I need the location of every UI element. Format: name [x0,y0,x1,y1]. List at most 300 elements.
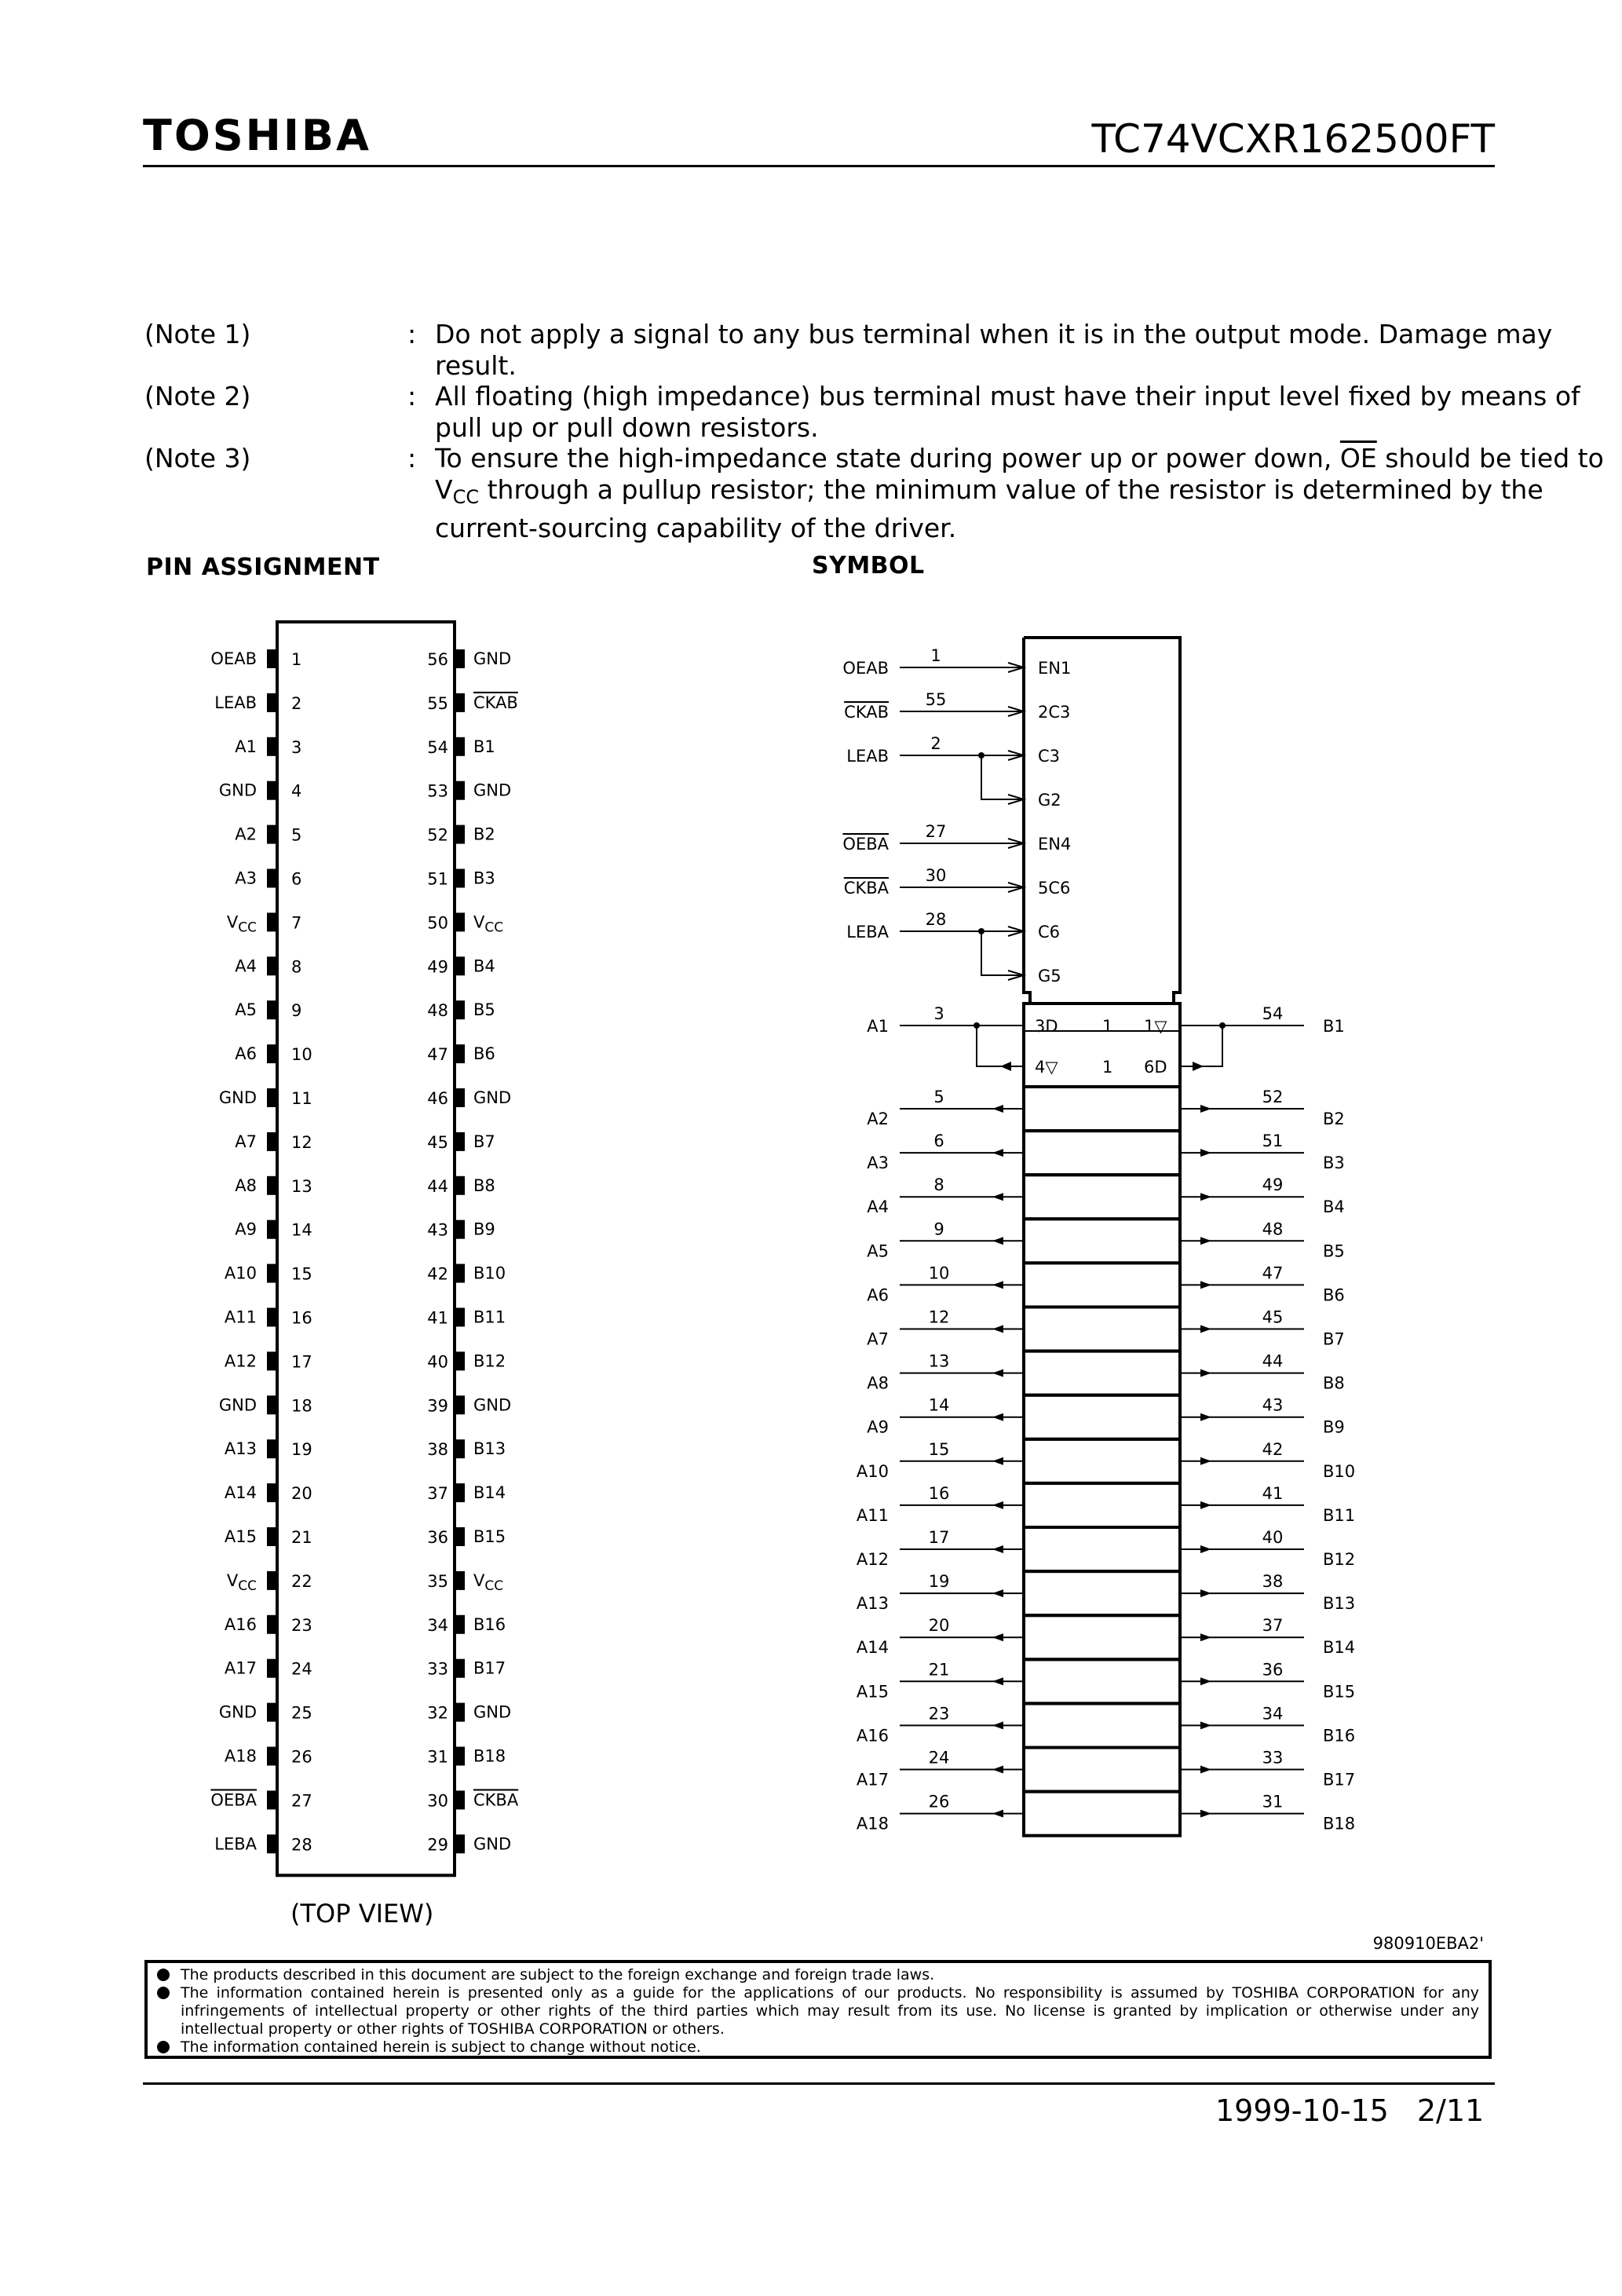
pin-marker-left [267,649,276,668]
pin-marker-right [456,1044,465,1063]
a-pin-number: 26 [928,1792,950,1812]
pin-name-right: B5 [473,1000,495,1020]
pin-name-right [473,912,503,935]
pin-name-left: A11 [224,1307,257,1327]
pin-number-right: 45 [427,1132,448,1152]
pin-number-right: 39 [427,1396,448,1416]
pin-name-left: GND [218,1702,257,1722]
pin-number-right: 51 [427,869,448,889]
b-pin-name: B18 [1323,1814,1356,1834]
pin-number-left: 2 [291,693,302,713]
pin-marker-left [267,1439,276,1458]
a-pin-number: 10 [928,1263,950,1283]
vcc-v: V [473,1570,485,1590]
b-pin-name: B4 [1323,1197,1345,1217]
vcc-v: V [226,912,239,932]
a-pin-number: 9 [933,1219,944,1239]
channel-cell [1024,1351,1180,1395]
oe-overline-text: $\overline{OE}$ [1339,443,1377,473]
b-pin-name: B1 [1323,1017,1345,1036]
pin-name-right: B18 [473,1746,506,1766]
notice-item [157,1966,1479,1984]
a-pin-name: A1 [867,1017,889,1036]
arrow-icon [992,1766,1003,1774]
b-pin-name: B7 [1323,1329,1345,1349]
pin-marker-right [456,912,465,931]
a-pin-name: A5 [867,1241,889,1261]
pin-name-left: LEBA [214,1834,257,1854]
arrow-icon [992,1281,1003,1289]
pin-number-right: 55 [427,693,448,713]
b-pin-number: 31 [1262,1792,1284,1812]
channel-cell [1024,1483,1180,1527]
control-label: EN4 [1038,835,1072,854]
pin-name-left: A15 [224,1527,257,1546]
logic-symbol-diagram [785,597,1622,1853]
pin-name-left: A8 [235,1175,257,1195]
b-pin-number: 40 [1262,1528,1284,1547]
pin-number-left: 6 [291,869,302,889]
b-pin-number: 52 [1262,1088,1284,1106]
pin-number-left: 3 [291,737,302,757]
arrow-icon [1200,1677,1211,1685]
pin-name-right: B6 [473,1044,495,1064]
a-pin-name: A6 [867,1285,889,1305]
pin-name-left: LEAB [214,693,257,712]
toshiba-logo: TOSHIBA [143,111,371,160]
notice-box [144,1960,1492,2059]
pin-name-right: B11 [473,1307,506,1327]
document-code: 980910EBA2' [1372,1934,1484,1953]
a-pin-number: 3 [933,1004,944,1023]
pin-number-left: 21 [291,1528,312,1547]
arrow-icon [1200,1237,1211,1245]
pin-number-left: 24 [291,1659,312,1679]
pin-number-left: 26 [291,1747,312,1767]
pin-marker-left [267,1044,276,1063]
control-input-name: OEBA [842,835,889,854]
latch-enable-branch [981,931,1024,975]
pin-number-right: 47 [427,1045,448,1065]
pin-marker-left [267,693,276,712]
pin-number-right: 30 [427,1791,448,1811]
arrow-icon [1200,1457,1211,1465]
pin-number-left: 12 [291,1132,312,1152]
pin-name-right: B7 [473,1132,495,1151]
b-pin-number: 34 [1262,1704,1284,1724]
vcc-v: V [473,912,485,932]
pin-name-right: GND [473,1395,512,1415]
pin-name-left: A14 [224,1483,257,1503]
pin-marker-right [456,1659,465,1678]
pin-number-right: 52 [427,825,448,845]
b-pin-name: B17 [1323,1770,1356,1790]
pin-name-left: GND [218,1088,257,1107]
pin-marker-right [456,1747,465,1766]
pin-name-right: CKBA [473,1790,519,1810]
pin-number-left: 23 [291,1615,312,1635]
channel-cell [1024,1263,1180,1307]
pin-number-right: 43 [427,1220,448,1240]
pin-number-right: 31 [427,1747,448,1767]
pin-number-left: 17 [291,1352,312,1372]
pin-number-left: 11 [291,1089,312,1108]
pin-number-left: 28 [291,1835,312,1855]
control-pin-number: 27 [925,822,947,841]
arrow-icon [992,1237,1003,1245]
pin-marker-right [456,1439,465,1458]
pin-marker-right [456,737,465,756]
pin-number-left: 16 [291,1308,312,1328]
pin-name-left: A12 [224,1351,257,1371]
pin-name-left: A9 [235,1219,257,1239]
pin-number-right: 37 [427,1484,448,1504]
pin-marker-right [456,869,465,888]
pin-number-left: 25 [291,1703,312,1723]
pin-number-right: 38 [427,1440,448,1460]
b-pin-number: 51 [1262,1132,1284,1151]
vcc-v: V [435,474,453,505]
pin-name-left: A17 [224,1658,257,1678]
pin-marker-right [456,1615,465,1634]
pin-name-left: OEBA [210,1790,257,1810]
a-pin-name: A12 [856,1550,889,1569]
pin-name-right: GND [473,649,512,668]
pin-marker-left [267,1834,276,1853]
vcc-sub: CC [452,486,480,508]
pin-marker-right [456,1132,465,1151]
a-pin-name: A17 [856,1770,889,1790]
arrow-icon [1200,1721,1211,1729]
control-block-outline [1024,638,1180,1004]
vcc-sub: CC [484,919,504,936]
pin-number-right: 29 [427,1835,448,1855]
pin-marker-left [267,1000,276,1019]
pin-marker-right [456,825,465,844]
b-pin-name: B9 [1323,1417,1345,1437]
pin-name-right: B3 [473,868,495,888]
pin-name-left [227,1571,257,1594]
pin-name-left: GND [218,781,257,800]
bullet-icon [157,2041,170,2053]
pin-number-right: 35 [427,1571,448,1591]
pin-number-right: 33 [427,1659,448,1679]
channel-cell [1024,1439,1180,1483]
a-pin-number: 14 [928,1395,950,1415]
channel-cell [1024,1395,1180,1439]
pin-name-right: B9 [473,1219,495,1239]
pin-name-right: B8 [473,1175,495,1195]
channel-cell [1024,1659,1180,1703]
arrow-icon [1200,1501,1211,1509]
pin-number-left: 5 [291,825,302,845]
cell-label-3d: 3D [1035,1017,1058,1036]
pin-marker-left [267,1659,276,1678]
b-pin-name: B11 [1323,1505,1356,1525]
control-label: 2C3 [1038,703,1071,722]
pin-number-right: 53 [427,781,448,801]
arrow-icon [992,1105,1003,1113]
a-pin-name: A14 [856,1638,889,1658]
arrow-icon [992,1369,1003,1377]
b-pin-number: 54 [1262,1004,1284,1023]
arrow-icon [1200,1633,1211,1641]
cell-label-1-tristate: 1▽ [1144,1017,1167,1036]
control-label: 5C6 [1038,879,1071,898]
pin-name-right: B1 [473,737,495,756]
channel-cell [1024,1615,1180,1659]
b-pin-number: 37 [1262,1616,1284,1636]
a-pin-number: 8 [933,1175,944,1195]
pin-marker-right [456,1703,465,1722]
control-input-name: CKAB [844,703,889,722]
control-pin-number: 28 [925,910,947,929]
b-pin-number: 45 [1262,1307,1284,1327]
a-pin-name: A10 [856,1461,889,1481]
pin-name-right: B13 [473,1439,506,1459]
cell-label-6d: 6D [1144,1058,1167,1077]
a-pin-name: A9 [867,1417,889,1437]
arrow-icon [992,1545,1003,1553]
b-pin-number: 38 [1262,1572,1284,1592]
a1-feedback [977,1026,1024,1066]
b-pin-name: B8 [1323,1373,1345,1393]
notice-text: The information contained herein is subject to change without notice. [181,2038,701,2056]
pin-number-left: 27 [291,1791,312,1811]
channel-cell [1024,1703,1180,1747]
pin-number-right: 50 [427,913,448,933]
pin-name-left: A18 [224,1746,257,1766]
control-input-name: CKBA [843,879,889,898]
pin-number-right: 34 [427,1615,448,1635]
arrow-icon [1200,1369,1211,1377]
b-pin-number: 41 [1262,1483,1284,1503]
pin-assignment-title: PIN ASSIGNMENT [146,554,380,581]
pin-marker-left [267,1703,276,1722]
control-pin-number: 55 [925,690,947,709]
pin-number-left: 15 [291,1264,312,1284]
arrow-icon [992,1149,1003,1157]
control-label: G5 [1038,967,1061,985]
pin-marker-right [456,1483,465,1502]
pin-marker-left [267,1747,276,1766]
pin-marker-left [267,869,276,888]
note-label: (Note 3) [144,443,251,473]
b-pin-number: 49 [1262,1175,1284,1195]
b1-feedback [1180,1026,1222,1066]
pin-marker-left [267,1615,276,1634]
channel-cell [1024,1131,1180,1175]
symbol-title: SYMBOL [812,552,925,579]
a-pin-number: 16 [928,1483,950,1503]
pin-number-right: 44 [427,1176,448,1196]
pin-marker-left [267,1264,276,1283]
a-pin-name: A4 [867,1197,889,1217]
pin-marker-right [456,1395,465,1414]
pin-number-right: 46 [427,1089,448,1108]
pin-marker-right [456,1351,465,1370]
b-pin-name: B5 [1323,1241,1345,1261]
a-pin-number: 19 [928,1572,950,1592]
b-pin-number: 48 [1262,1219,1284,1239]
pin-number-right: 49 [427,957,448,977]
bullet-icon [157,1969,170,1981]
arrow-icon [992,1589,1003,1597]
pin-number-left: 7 [291,913,302,933]
note-line: current-sourcing capability of the driver. [435,513,957,543]
arrow-icon [1200,1545,1211,1553]
control-label: G2 [1038,791,1061,810]
note-label: (Note 2) [144,381,251,411]
channel-cell [1024,1175,1180,1219]
b-pin-number: 47 [1262,1263,1284,1283]
channel-cell [1024,1087,1180,1131]
arrow-icon [1193,1062,1204,1071]
pin-name-right: B14 [473,1483,506,1503]
b-pin-name: B13 [1323,1594,1356,1614]
notice-text: The products described in this document are subject to the foreign exchange and foreign trade laws. [181,1966,935,1983]
a-pin-number: 21 [928,1660,950,1680]
pin-marker-right [456,693,465,712]
arrow-icon [1200,1325,1211,1333]
pin-number-left: 13 [291,1176,312,1196]
control-input-name: LEBA [846,923,889,941]
pin-marker-right [456,956,465,975]
pin-name-right [473,1571,503,1594]
pin-name-right: B12 [473,1351,506,1371]
arrow-icon [1200,1149,1211,1157]
control-input-name: OEAB [842,659,889,678]
b-pin-name: B15 [1323,1682,1356,1702]
notice-text: The information contained herein is presented only as a guide for the applications of our products. No responsibility is assumed by TOSHIBA CORPORATION for any infringements of intellectual property or other rights of the third parties which may result from its use. No license is granted by implication or otherwise under any intellectual property or other rights of TOSHIBA CORPORATION or others. [181,1984,1479,2038]
latch-enable-branch [981,755,1024,799]
pin-name-left: A7 [235,1132,257,1151]
control-label: EN1 [1038,659,1072,678]
control-input-name: LEAB [846,747,889,766]
b-pin-name: B14 [1323,1638,1356,1658]
pin-marker-right [456,1088,465,1107]
pin-marker-left [267,1132,276,1151]
b-pin-number: 42 [1262,1439,1284,1459]
footer-page: 2/11 [1416,2093,1485,2128]
channel-cell [1024,1219,1180,1263]
pin-name-right: GND [473,781,512,800]
vcc-sub: CC [238,1578,257,1594]
pin-name-right: B4 [473,956,495,976]
top-view-label: (TOP VIEW) [290,1899,434,1929]
pin-marker-right [456,1790,465,1809]
pin-marker-left [267,956,276,975]
vcc-v: V [226,1570,239,1590]
pin-number-left: 9 [291,1001,302,1021]
b-pin-number: 33 [1262,1748,1284,1768]
pin-number-left: 14 [291,1220,312,1240]
a-pin-name: A13 [856,1594,889,1614]
arrow-icon [1200,1281,1211,1289]
notice-item [157,1984,1479,2038]
pin-name-left: A2 [235,824,257,844]
pin-marker-right [456,1527,465,1546]
pin-name-left: A5 [235,1000,257,1020]
pin-marker-left [267,1308,276,1327]
pin-assignment-diagram [0,0,785,1900]
pin-marker-right [456,649,465,668]
b-pin-name: B3 [1323,1153,1345,1173]
pin-marker-left [267,1395,276,1414]
pin-name-right: B16 [473,1614,506,1634]
pin-number-right: 36 [427,1528,448,1547]
b-pin-name: B10 [1323,1461,1356,1481]
pin-marker-left [267,1088,276,1107]
pin-name-right: B10 [473,1263,506,1283]
a-pin-number: 12 [928,1307,950,1327]
arrow-icon [1000,1062,1011,1071]
pin-number-right: 41 [427,1308,448,1328]
pin-number-left: 20 [291,1484,312,1504]
b-pin-name: B2 [1323,1110,1345,1128]
arrow-icon [992,1325,1003,1333]
note-line: through a pullup resistor; the minimum value of the resistor is determined by the [479,474,1543,505]
b-pin-name: B6 [1323,1285,1345,1305]
pin-marker-right [456,1571,465,1590]
pin-number-right: 40 [427,1352,448,1372]
pin-name-right: B15 [473,1527,506,1546]
pin-marker-left [267,1527,276,1546]
arrow-icon [992,1457,1003,1465]
a-pin-name: A3 [867,1153,889,1173]
a-pin-name: A8 [867,1373,889,1393]
note-label: (Note 1) [144,319,251,349]
part-number: TC74VCXR162500FT [1091,116,1495,162]
a-pin-number: 15 [928,1439,950,1459]
arrow-icon [992,1677,1003,1685]
b-pin-number: 43 [1262,1395,1284,1415]
arrow-icon [1200,1766,1211,1774]
note-line: To ensure the high-impedance state during power up or power down, [435,443,1340,473]
note-line: pull up or pull down resistors. [435,412,819,443]
pin-marker-right [456,1264,465,1283]
pin-marker-left [267,1176,276,1195]
pin-marker-right [456,1220,465,1239]
pin-marker-right [456,1308,465,1327]
pin-marker-right [456,781,465,800]
channel-cell [1024,1571,1180,1615]
control-label: C3 [1038,747,1061,766]
pin-marker-right [456,1834,465,1853]
pin-number-left: 8 [291,957,302,977]
b-pin-name: B12 [1323,1550,1356,1569]
pin-name-right: B17 [473,1658,506,1678]
pin-name-right: CKAB [473,693,518,712]
note-line: All floating (high impedance) bus terminal must have their input level fixed by means of [435,381,1580,411]
pin-marker-left [267,912,276,931]
b-pin-number: 44 [1262,1351,1284,1371]
pin-marker-right [456,1176,465,1195]
pin-number-left: 4 [291,781,302,801]
a-pin-number: 17 [928,1528,950,1547]
pin-number-left: 19 [291,1440,312,1460]
pin-marker-right [456,1000,465,1019]
channel-cell [1024,1307,1180,1351]
pin-number-left: 1 [291,650,302,669]
pin-name-right: GND [473,1702,512,1722]
pin-name-left: A13 [224,1439,257,1459]
note-line: should be tied to [1376,443,1604,473]
control-label: C6 [1038,923,1061,941]
pin-name-left: A1 [235,737,257,756]
notice-item [157,2038,1479,2057]
a-pin-number: 20 [928,1616,950,1636]
